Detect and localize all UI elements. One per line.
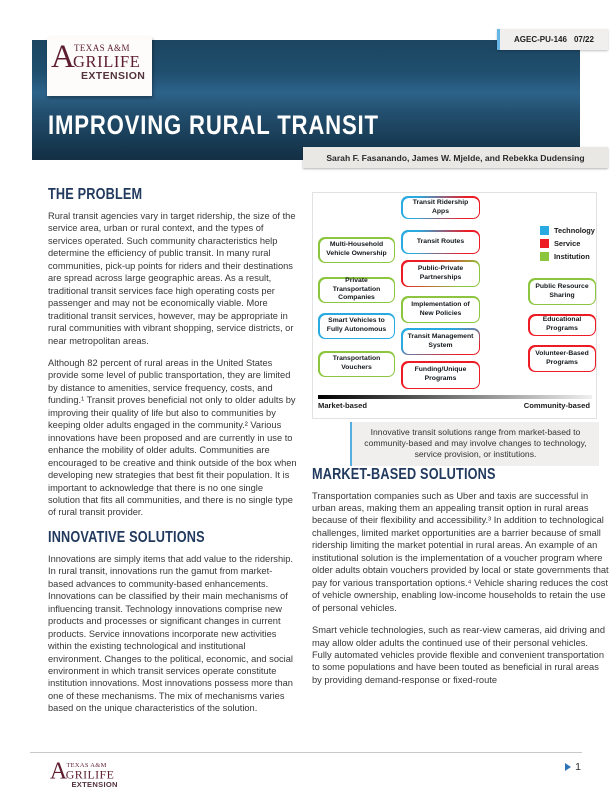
diagram-box-transit-routes: Transit Routes: [401, 230, 480, 254]
diagram-box-transportation-vouchers: Transportation Vouchers: [318, 351, 395, 377]
service-color-swatch: [540, 239, 549, 248]
technology-color-swatch: [540, 226, 549, 235]
logo-big-a: A: [51, 39, 75, 75]
diagram-box-transit-ridership-apps: Transit Ridership Apps: [401, 196, 480, 219]
authors-bar: [303, 147, 608, 168]
legend-item-technology: Technology: [540, 226, 595, 235]
legend-item-institution: Institution: [540, 252, 595, 261]
market-paragraph-2: Smart vehicle technologies, such as rear-view cameras, aid driving and may allow older adults the continued use of their personal vehicles. Fully automated vehicles provide flexible and convenient transportation to some populations and have been touted as beneficial in rural areas by providing demand-response or fixed-route: [312, 625, 605, 685]
diagram-box-public-private-partnerships: Public-Private Partnerships: [401, 260, 480, 287]
diagram-box-volunteer-based-programs: Volunteer-Based Programs: [528, 345, 596, 372]
diagram-box-transit-management-system: Transit Management System: [401, 328, 480, 355]
footer-logo-big-a: A: [49, 758, 68, 785]
innovative-paragraph: Innovations are simply items that add value to the ridership. In rural transit, innovations run the gamut from market-based advances to community-based enhancements. Innovations can be classified by their main mechanisms of influencing transit. Technology innovations comprise new products and processes or significant changes in current products. Service innovations incorporate new activities within the existing technological and institutional environment. Changes to the political, economic, and social environment in which transit services operate constitute institution innovations. Most innovations possess more than one of these mechanisms. The mix of mechanisms varies based on the unique characteristics of the solution.: [48, 553, 293, 714]
diagram-box-multi-household-vehicle-ownership: Multi-Household Vehicle Ownership: [318, 237, 395, 263]
page-number-arrow-icon: [565, 763, 571, 771]
logo-texas-am: TEXAS A&M: [74, 43, 130, 53]
diagram-box-funding-unique-programs: Funding/Unique Programs: [401, 361, 480, 389]
footer-logo-grilife: GRILIFE: [65, 767, 115, 782]
institution-color-swatch: [540, 252, 549, 261]
legend-item-service: Service: [540, 239, 595, 248]
agrilife-logo: [47, 37, 147, 89]
left-column: [48, 186, 297, 725]
agrilife-logo-box: [47, 37, 152, 96]
authors-text: Sarah F. Fasanando, James W. Mjelde, and Rebekka Dudensing: [326, 152, 585, 163]
diagram-box-implementation-of-new-policies: Implementation of New Policies: [401, 296, 480, 323]
footer-logo-extension: EXTENSION: [71, 780, 118, 790]
page-number: 1: [565, 761, 581, 773]
problem-paragraph-2: Although 82 percent of rural areas in the United States provide some level of public transportation, they are limited by distance to amenities, service frequency, costs, and funding.¹ Transit proves beneficial not only to older adults by improving their quality of life but also to communities by keeping older adults engaged in the community.² Various innovations have been proposed and are currently in use to enhance the mobility of older adults. Communities are encouraged to be creative and think outside of the box when developing new strategies that best fit their population. It is important to acknowledge that there is no one single solution that fits all communities, and there is no single type of rural transit provider.: [48, 357, 297, 518]
axis-label-market-based: Market-based: [318, 401, 367, 410]
right-column: [312, 192, 609, 696]
figure-caption: Innovative transit solutions range from market-based to community-based and may involve changes to technology, service provision, or institutions.: [350, 422, 599, 466]
problem-paragraph-1: Rural transit agencies vary in target ridership, the size of the service area, urban or rural context, and the types of services operated. Such community characteristics help determine the efficiency of public transit. In many rural communities, pick-up points for riders and their destinations are spread across large geographic areas. As a result, traditional transit services face high operating costs per passenger and may not be economically viable. More traditional transit services, however, may be appropriate in rural communities with vibrant shopping, service districts, or near metropolitan areas.: [48, 211, 296, 346]
diagram-box-public-resource-sharing: Public Resource Sharing: [528, 278, 596, 305]
section-heading-problem: THE PROBLEM: [48, 186, 143, 203]
section-heading-innovative: INNOVATIVE SOLUTIONS: [48, 528, 205, 546]
publication-number-badge: [497, 29, 608, 50]
market-community-gradient-bar: [318, 395, 592, 399]
diagram-box-educational-programs: Educational Programs: [528, 314, 596, 336]
footer-divider: [30, 752, 582, 753]
publication-date: 07/22: [573, 35, 594, 44]
axis-label-community-based: Community-based: [523, 401, 590, 410]
footer-logo-texas-am: TEXAS A&M: [66, 761, 107, 769]
publication-code: AGEC-PU-146: [514, 35, 567, 44]
section-heading-market-based: MARKET-BASED SOLUTIONS: [312, 465, 496, 483]
diagram-legend: [540, 226, 595, 265]
diagram-box-private-transportation-companies: Private Transportation Companies: [318, 277, 395, 303]
market-paragraph-1: Transportation companies such as Uber and taxis are successful in urban areas, making them an appealing transit option in rural areas because of their flexibility and accessibility.³ In addition to technological challenges, limited market opportunities are a barrier because of small ridership limiting the market potential in rural areas. An example of an institutional solution is the implementation of a voucher program where older adults obtain vouchers provided by local or state governments that pay for various transportation options.⁴ Vehicle sharing reduces the cost of vehicle ownership, enabling low-income households to retain the use of personal vehicles.: [312, 490, 609, 613]
footer-agrilife-logo: [47, 757, 119, 792]
transit-solutions-diagram: [312, 192, 597, 419]
logo-grilife: GRILIFE: [73, 52, 141, 71]
footer-logo-box: [47, 757, 119, 792]
diagram-box-smart-vehicles-to-fully-autonomous: Smart Vehicles to Fully Autonomous: [318, 313, 395, 339]
page-title: IMPROVING RURAL TRANSIT: [48, 110, 379, 140]
logo-extension: EXTENSION: [81, 70, 146, 82]
